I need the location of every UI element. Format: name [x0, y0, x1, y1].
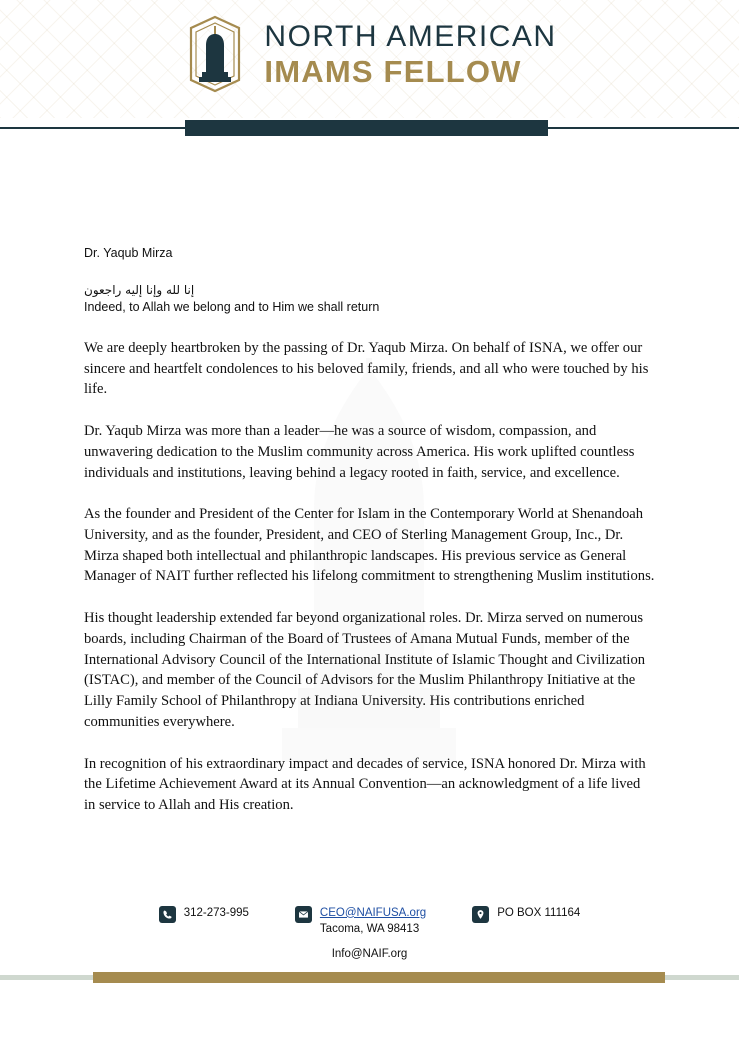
- contact-phone: [159, 905, 249, 923]
- phone-icon: [159, 906, 176, 923]
- header-rule-thick: [185, 120, 548, 136]
- contact-address-text: PO BOX 111164: [497, 906, 581, 919]
- footer-bars: [0, 972, 739, 983]
- footer-bar-left: [0, 975, 93, 980]
- letter-paragraph: As the founder and President of the Center for Islam in the Contemporary World at Shenandoah University, and as the founder, President, and CEO of Sterling Management Group, Inc., Dr. Mirza shaped both intellectual and philanthropic landscapes. His previous service as General Manager of NAIT further reflected his lifelong commitment to strengthening Muslim institutions.: [84, 506, 655, 585]
- letter-paragraph: His thought leadership extended far beyond organizational roles. Dr. Mirza served on numerous boards, including Chairman of the Board of Trustees of Amana Mutual Funds, member of the International Advisory Council of the International Institute of Islamic Thought and Civilization (ISTAC), and member of the Council of Advisors for the Muslim Philanthropy Initiative at the Lilly Family School of Philanthropy at Indiana University. His contributions enriched communities everywhere.: [84, 610, 646, 730]
- footer: [0, 905, 739, 1047]
- location-pin-icon: [472, 906, 489, 923]
- header-divider: [0, 118, 739, 138]
- footer-spacer: [0, 983, 739, 1047]
- letterhead: [0, 0, 739, 118]
- contact-email-second-line: Tacoma, WA 98413: [319, 923, 420, 936]
- logo-block: [0, 14, 739, 94]
- letter-body: [0, 138, 739, 816]
- envelope-icon: [295, 906, 312, 923]
- letter-paragraph: In recognition of his extraordinary impact and decades of service, ISNA honored Dr. Mirza with the Lifetime Achievement Award at its Annual Convention—an acknowledgment of a life lived in service to Allah and His creation.: [84, 755, 646, 813]
- contact-phone-text: 312-273-995: [183, 906, 249, 919]
- letter-paragraph: We are deeply heartbroken by the passing of Dr. Yaqub Mirza. On behalf of ISNA, we offer our sincere and heartfelt condolences to his beloved family, friends, and all who were touched by his life.: [84, 340, 649, 398]
- logo-wordmark: [264, 19, 557, 89]
- email-link[interactable]: CEO@NAIFUSA.org: [319, 906, 427, 919]
- contact-address: [472, 905, 580, 923]
- addressee: Dr. Yaqub Mirza: [84, 246, 173, 260]
- footer-bar-right: [665, 975, 739, 980]
- logo-line-2: IMAMS FELLOW: [264, 53, 522, 89]
- contact-email: [295, 905, 426, 938]
- arabic-verse: إنا لله وإنا إليه راجعون: [84, 283, 195, 297]
- footer-bar-center: [93, 972, 665, 983]
- contact-row: [0, 905, 739, 938]
- mosque-minbar-icon: [182, 14, 248, 94]
- verse-translation: Indeed, to Allah we belong and to Him we shall return: [84, 300, 380, 314]
- footer-email[interactable]: Info@NAIF.org: [331, 948, 408, 960]
- contact-email-text: [320, 905, 426, 938]
- logo-line-1: NORTH AMERICAN: [264, 19, 557, 53]
- letter-paragraph: Dr. Yaqub Mirza was more than a leader—he was a source of wisdom, compassion, and unwavering dedication to the Muslim community across America. His work uplifted countless individuals and institutions, leaving behind a legacy rooted in faith, service, and excellence.: [84, 423, 635, 481]
